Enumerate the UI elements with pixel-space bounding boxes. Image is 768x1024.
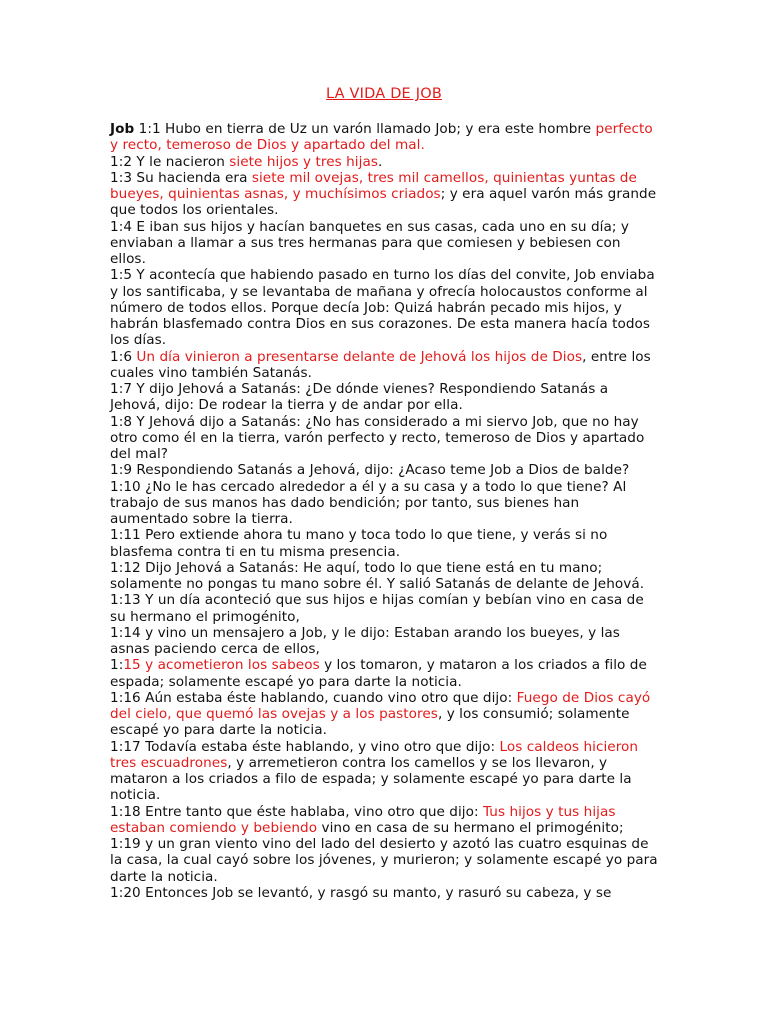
verse-paragraph [110, 219, 660, 268]
verse-paragraph [110, 154, 660, 170]
verse-text: 1:20 Entonces Job se levantó, y rasgó su manto, y rasuró su cabeza, y se [110, 884, 612, 901]
verse-paragraph [110, 462, 660, 478]
highlighted-text: Los caldeos hicieron tres escuadrones [110, 738, 639, 771]
highlighted-text: Un día vinieron a presentarse delante de Jehová los hijos de Dios [136, 348, 583, 365]
verse-paragraph [110, 414, 660, 463]
verse-text: 1:19 y un gran viento vino del lado del desierto y azotó las cuatro esquinas de la casa, la cual cayó sobre los jóvenes, y murieron; y solamente escapé yo para darte la noticia. [110, 836, 658, 885]
verse-paragraph [110, 121, 660, 154]
verse-text: 1:9 Respondiendo Satanás a Jehová, dijo: ¿Acaso teme Job a Dios de balde? [110, 462, 630, 479]
verse-text: 1:11 Pero extiende ahora tu mano y toca todo lo que tiene, y verás si no blasfema contra ti en tu misma presencia. [110, 527, 608, 560]
verse-text: 1:5 Y acontecía que habiendo pasado en turno los días del convite, Job enviaba y los santificaba, y se levantaba de mañana y ofrecía holocaustos conforme al número de todos ellos. Porque decía Job: Quizá habrán pecado mis hijos, y habrán blasfemado contra Dios en sus corazones. De esta manera hacía todos los días. [110, 267, 655, 349]
document-title: LA VIDA DE JOB [326, 86, 442, 102]
verse-text: 1:14 y vino un mensajero a Job, y le dijo: Estaban arando los bueyes, y las asnas paciendo cerca de ellos, [110, 624, 620, 657]
verse-paragraph [110, 479, 660, 528]
verse-paragraph [110, 381, 660, 414]
highlighted-text: Fuego de Dios cayó del cielo, que quemó las ovejas y a los pastores [110, 689, 651, 722]
verse-paragraph [110, 739, 660, 804]
verse-text: 1:6 [110, 348, 137, 365]
verse-text: 1:10 ¿No le has cercado alrededor a él y a su casa y a todo lo que tiene? Al trabajo de sus manos has dado bendición; por tanto, sus bienes han aumentado sobre la tierra. [110, 478, 627, 527]
verse-text: 1:4 E iban sus hijos y hacían banquetes en sus casas, cada uno en su día; y enviaban a llamar a sus tres hermanas para que comiesen y bebiesen con ellos. [110, 218, 629, 267]
verse-paragraph [110, 804, 660, 837]
document-body [110, 121, 660, 901]
highlighted-text: perfecto y recto, temeroso de Dios y apartado del mal. [110, 121, 653, 154]
verse-text: y los tomaron, y mataron a los criados a filo de espada; solamente escapé yo para darte la noticia. [110, 657, 647, 690]
highlighted-text: 15 y acometieron los sabeos [123, 657, 320, 674]
verse-paragraph [110, 592, 660, 625]
verse-text: 1:7 Y dijo Jehová a Satanás: ¿De dónde vienes? Respondiendo Satanás a Jehová, dijo: De rodear la tierra y de andar por ella. [110, 381, 609, 414]
verse-paragraph [110, 885, 660, 901]
verse-text: 1:2 Y le nacieron [110, 153, 230, 170]
verse-text: 1:16 Aún estaba éste hablando, cuando vino otro que dijo: [110, 689, 517, 706]
verse-paragraph [110, 625, 660, 658]
verse-text: 1:1 Hubo en tierra de Uz un varón llamado Job; y era este hombre [134, 121, 596, 137]
verse-paragraph [110, 836, 660, 885]
verse-text: 1:18 Entre tanto que éste hablaba, vino otro que dijo: [110, 803, 483, 820]
verse-paragraph [110, 170, 660, 219]
verse-paragraph [110, 527, 660, 560]
verse-text: , entre los cuales vino también Satanás. [110, 348, 651, 381]
verse-text: 1:17 Todavía estaba éste hablando, y vino otro que dijo: [110, 738, 500, 755]
verse-text: . [377, 153, 383, 170]
verse-text: , y arremetieron contra los camellos y se los llevaron, y mataron a los criados a filo de espada; y solamente escapé yo para darte la noticia. [110, 754, 632, 804]
verse-text: 1:8 Y Jehová dijo a Satanás: ¿No has considerado a mi siervo Job, que no hay otro como él en la tierra, varón perfecto y recto, temeroso de Dios y apartado del mal? [110, 413, 645, 462]
verse-text: 1: [110, 657, 124, 674]
verse-text: 1:13 Y un día aconteció que sus hijos e hijas comían y bebían vino en casa de su hermano el primogénito, [110, 592, 644, 625]
verse-paragraph [110, 349, 660, 382]
book-label: Job [110, 121, 135, 137]
highlighted-text: siete hijos y tres hijas [229, 153, 378, 170]
verse-text: , y los consumió; solamente escapé yo para darte la noticia. [110, 706, 630, 739]
verse-text: 1:3 Su hacienda era [110, 169, 252, 186]
verse-text: 1:12 Dijo Jehová a Satanás: He aquí, todo lo que tiene está en tu mano; solamente no pongas tu mano sobre él. Y salió Satanás de delante de Jehová. [110, 559, 645, 592]
verse-paragraph [110, 267, 660, 348]
highlighted-text: siete mil ovejas, tres mil camellos, quinientas yuntas de bueyes, quinientas asnas, y muchísimos criados [110, 169, 637, 202]
verse-paragraph [110, 690, 660, 739]
verse-text: vino en casa de su hermano el primogénito; [317, 819, 624, 836]
verse-paragraph [110, 560, 660, 593]
verse-paragraph [110, 657, 660, 690]
verse-text: ; y era aquel varón más grande que todos los orientales. [110, 186, 657, 219]
highlighted-text: Tus hijos y tus hijas estaban comiendo y bebiendo [110, 803, 616, 836]
